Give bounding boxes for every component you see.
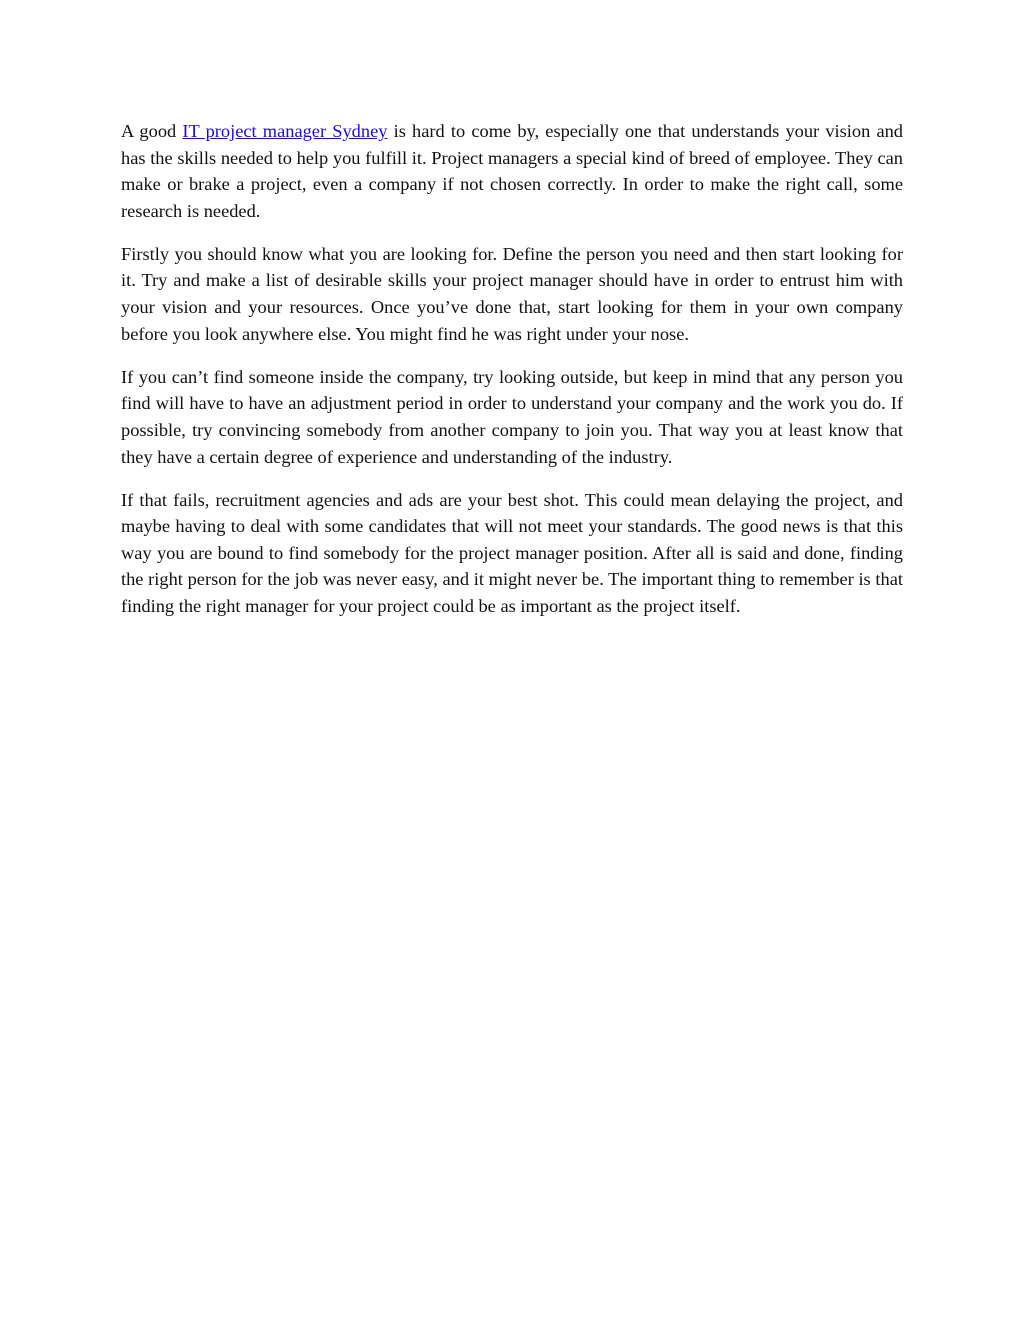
- paragraph-intro-text-before-link: A good: [121, 121, 183, 141]
- paragraph-intro: [121, 118, 903, 224]
- paragraph-look-outside: If you can’t find someone inside the company, try looking outside, but keep in mind that any person you find will have to have an adjustment period in order to understand your company and the work you do. If possible, try convincing somebody from another company to join you. That way you at least know that they have a certain degree of experience and understanding of the industry.: [121, 366, 903, 467]
- paragraph-intro-text-after-link: is hard to come by, especially one that understands your vision and has the skills needed to help you fulfill it. Project managers a special kind of breed of employee. They can make or brake a project, even a company if not chosen correctly. In order to make the right call, some research is needed.: [121, 121, 903, 221]
- document-body: [121, 118, 903, 636]
- paragraph-define-needs: Firstly you should know what you are looking for. Define the person you need and then start looking for it. Try and make a list of desirable skills your project manager should have in order to entrust him with your vision and your resources. Once you’ve done that, start looking for them in your own company before you look anywhere else. You might find he was right under your nose.: [121, 243, 903, 344]
- it-project-manager-sydney-link[interactable]: IT project manager Sydney: [182, 121, 388, 141]
- paragraph-recruitment-agencies: If that fails, recruitment agencies and ads are your best shot. This could mean delaying the project, and maybe having to deal with some candidates that will not meet your standards. The good news is that this way you are bound to find somebody for the project manager position. After all is said and done, finding the right person for the job was never easy, and it might never be. The important thing to remember is that finding the right manager for your project could be as important as the project itself.: [121, 489, 903, 616]
